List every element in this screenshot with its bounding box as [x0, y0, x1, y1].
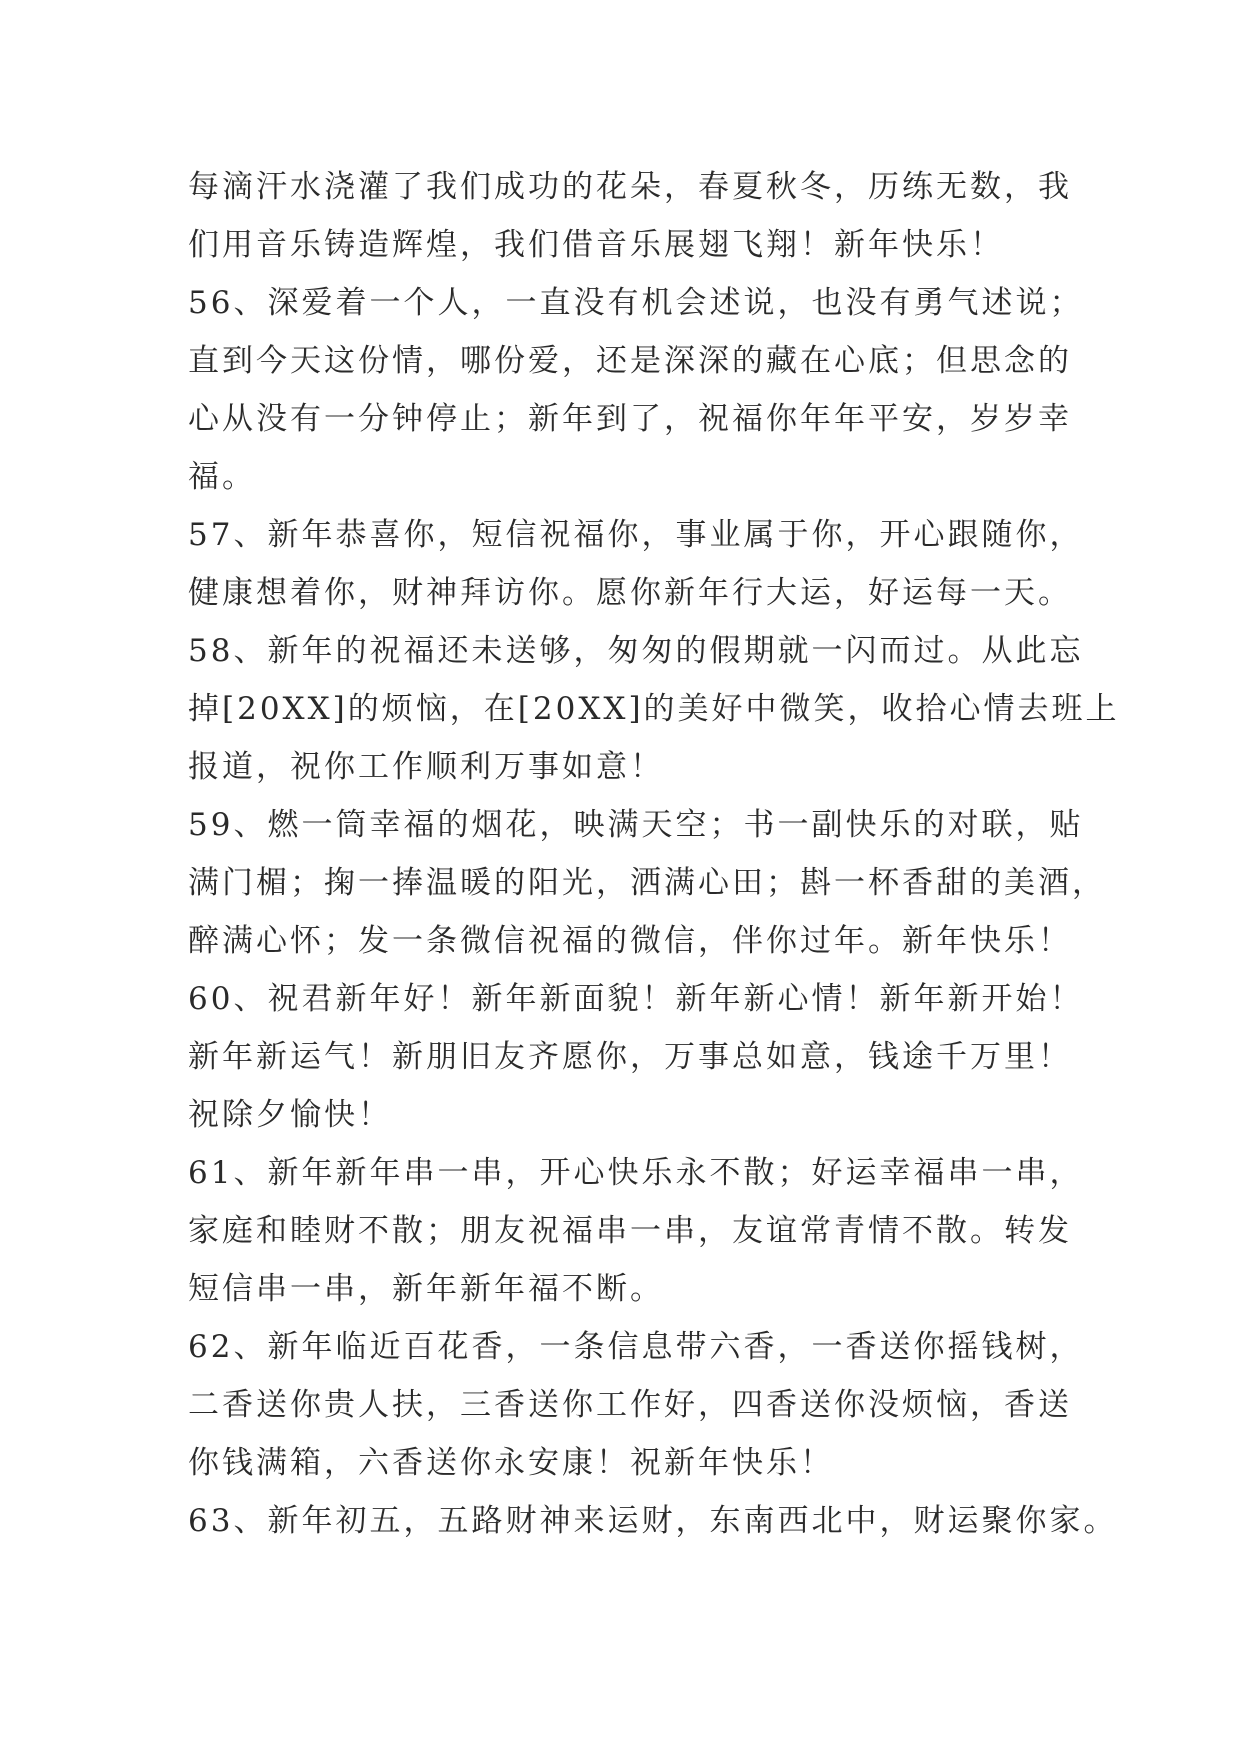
- text-line: 短信串一串，新年新年福不断。: [188, 1271, 664, 1307]
- text-line: 59、燃一筒幸福的烟花，映满天空；书一副快乐的对联，贴: [188, 807, 1084, 843]
- text-line: 醉满心怀；发一条微信祝福的微信，伴你过年。新年快乐！: [188, 923, 1072, 959]
- text-line: 63、新年初五，五路财神来运财，东南西北中，财运聚你家。: [188, 1503, 1118, 1539]
- text-line: 二香送你贵人扶，三香送你工作好，四香送你没烦恼，香送: [188, 1387, 1072, 1423]
- text-line: 家庭和睦财不散；朋友祝福串一串，友谊常青情不散。转发: [188, 1213, 1072, 1249]
- text-line: 们用音乐铸造辉煌，我们借音乐展翅飞翔！新年快乐！: [188, 227, 1004, 263]
- document-body: [188, 158, 1120, 1550]
- text-line: 福。: [188, 459, 256, 495]
- text-line: 57、新年恭喜你，短信祝福你，事业属于你，开心跟随你，: [188, 517, 1084, 553]
- text-line: 心从没有一分钟停止；新年到了，祝福你年年平安，岁岁幸: [188, 401, 1072, 437]
- text-line: 满门楣；掬一捧温暖的阳光，洒满心田；斟一杯香甜的美酒，: [188, 865, 1106, 901]
- text-line: 62、新年临近百花香，一条信息带六香，一香送你摇钱树，: [188, 1329, 1084, 1365]
- text-line: 56、深爱着一个人，一直没有机会述说，也没有勇气述说；: [188, 285, 1084, 321]
- text-line: 你钱满箱，六香送你永安康！祝新年快乐！: [188, 1445, 834, 1481]
- text-line: 健康想着你，财神拜访你。愿你新年行大运，好运每一天。: [188, 575, 1072, 611]
- text-line: 61、新年新年串一串，开心快乐永不散；好运幸福串一串，: [188, 1155, 1084, 1191]
- text-line: 60、祝君新年好！新年新面貌！新年新心情！新年新开始！: [188, 981, 1084, 1017]
- text-line: 报道，祝你工作顺利万事如意！: [188, 749, 664, 785]
- text-line: 掉[20XX]的烦恼，在[20XX]的美好中微笑，收拾心情去班上: [188, 691, 1120, 727]
- text-line: 直到今天这份情，哪份爱，还是深深的藏在心底；但思念的: [188, 343, 1072, 379]
- text-line: 58、新年的祝福还未送够，匆匆的假期就一闪而过。从此忘: [188, 633, 1084, 669]
- text-line: 祝除夕愉快！: [188, 1097, 392, 1133]
- text-line: 每滴汗水浇灌了我们成功的花朵，春夏秋冬，历练无数，我: [188, 169, 1072, 205]
- text-line: 新年新运气！新朋旧友齐愿你，万事总如意，钱途千万里！: [188, 1039, 1072, 1075]
